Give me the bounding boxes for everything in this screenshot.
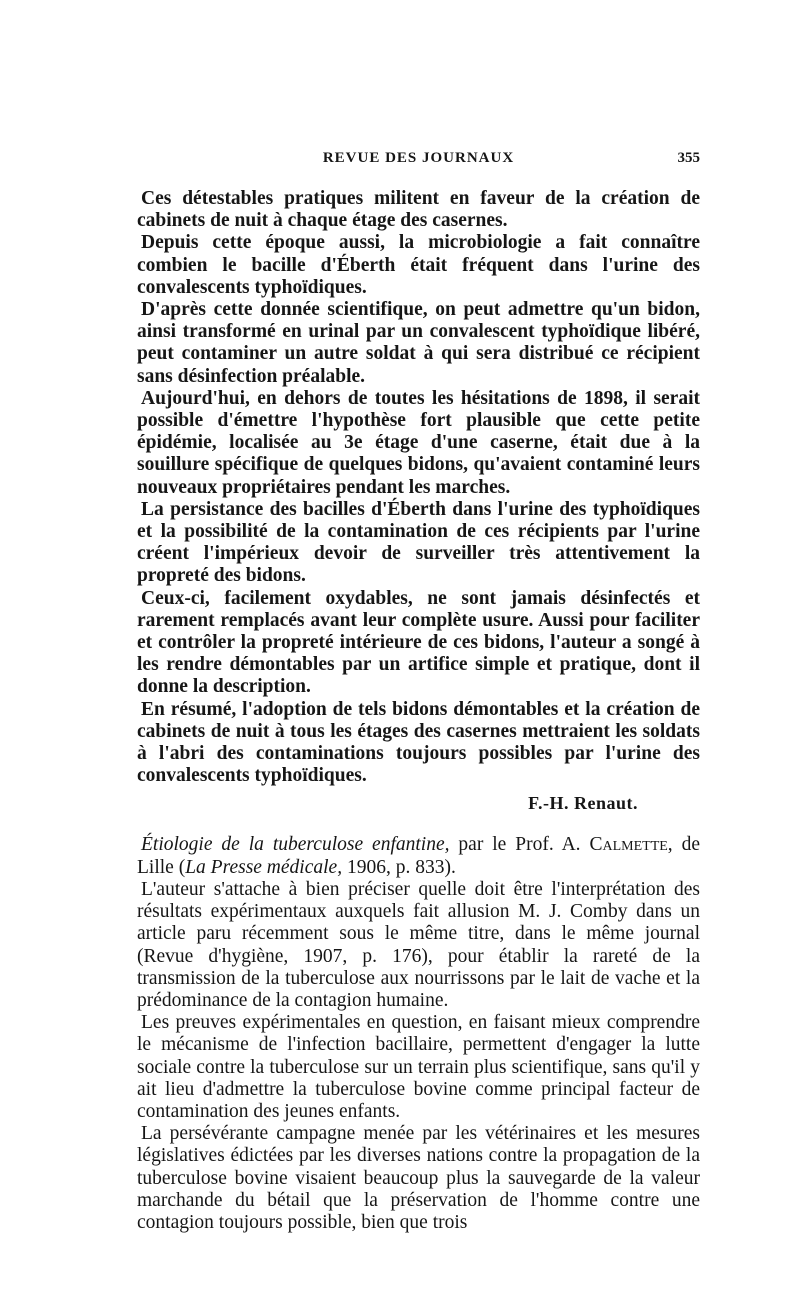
paragraph: Les preuves expérimentales en question, en faisant mieux comprendre le mécanisme de l'infection bacillaire, permettent d'engager la lutte sociale contre la tuberculose sur un terrain plus scientifique, sans qu'il y ait lieu d'admettre la tuberculose bovine comme principal facteur de contamination des jeunes enfants.: [137, 1012, 700, 1122]
reference-author-prefix: par le Prof. A.: [458, 834, 581, 856]
reference-citation: 1906, p. 833).: [346, 856, 456, 878]
reference-author: Calmette,: [589, 834, 673, 856]
author-signature: F.-H. Renaut.: [528, 793, 638, 814]
article-part-1: [137, 188, 700, 814]
article-part-2: [137, 834, 700, 1234]
paragraph: L'auteur s'attache à bien préciser quelle doit être l'interprétation des résultats expérimentaux auxquels fait allusion M. J. Comby dans un article paru récemment sous le même titre, dans le même journal (Revue d'hygiène, 1907, p. 176), pour établir la rareté de la transmission de la tuberculose aux nourrissons par le lait de vache et la prédominance de la contagion humaine.: [137, 878, 700, 1011]
article-reference: [137, 834, 700, 878]
page-number: 355: [677, 150, 700, 166]
paragraph: Depuis cette époque aussi, la microbiologie a fait connaître combien le bacille d'Éberth était fréquent dans l'urine des convalescents typhoïdiques.: [137, 232, 700, 298]
paragraph: Ceux-ci, facilement oxydables, ne sont jamais désinfectés et rarement remplacés avant leur complète usure. Aussi pour faciliter et contrôler la propreté intérieure de ces bidons, l'auteur a songé à les rendre démontables par un artifice simple et pratique, dont il donne la description.: [137, 587, 700, 698]
paragraph: La persévérante campagne menée par les vétérinaires et les mesures législatives édictées par les diverses nations contre la propagation de la tuberculose bovine visaient beaucoup plus la sauvegarde de la valeur marchande du bétail que la préservation de l'homme contre une contagion toujours possible, bien que trois: [137, 1123, 700, 1233]
document-page: [137, 150, 700, 1234]
reference-title: Étiologie de la tuberculose enfantine,: [141, 834, 450, 856]
reference-location: de Lille (: [137, 834, 701, 878]
paragraph: Aujourd'hui, en dehors de toutes les hésitations de 1898, il serait possible d'émettre l'hypothèse fort plausible que cette petite épidémie, localisée au 3e étage d'une caserne, était due à la souillure spécifique de quelques bidons, qu'avaient contaminé leurs nouveaux propriétaires pendant les marches.: [137, 387, 700, 498]
paragraph: Ces détestables pratiques militent en faveur de la création de cabinets de nuit à chaque étage des casernes.: [137, 188, 700, 232]
paragraph: En résumé, l'adoption de tels bidons démontables et la création de cabinets de nuit à tous les étages des casernes mettraient les soldats à l'abri des contaminations toujours possibles par l'urine des convalescents typhoïdiques.: [137, 698, 700, 787]
paragraph: La persistance des bacilles d'Éberth dans l'urine des typhoïdiques et la possibilité de la contamination de ces récipients par l'urine créent l'impérieux devoir de surveiller très attentivement la propreté des bidons.: [137, 498, 700, 587]
reference-journal: La Presse médicale,: [185, 856, 343, 878]
running-header: [137, 150, 700, 176]
journal-title: REVUE DES JOURNAUX: [322, 150, 515, 166]
paragraph: D'après cette donnée scientifique, on peut admettre qu'un bidon, ainsi transformé en urinal par un convalescent typhoïdique libéré, peut contaminer un autre soldat à qui sera distribué ce récipient sans désinfection préalable.: [137, 299, 700, 387]
